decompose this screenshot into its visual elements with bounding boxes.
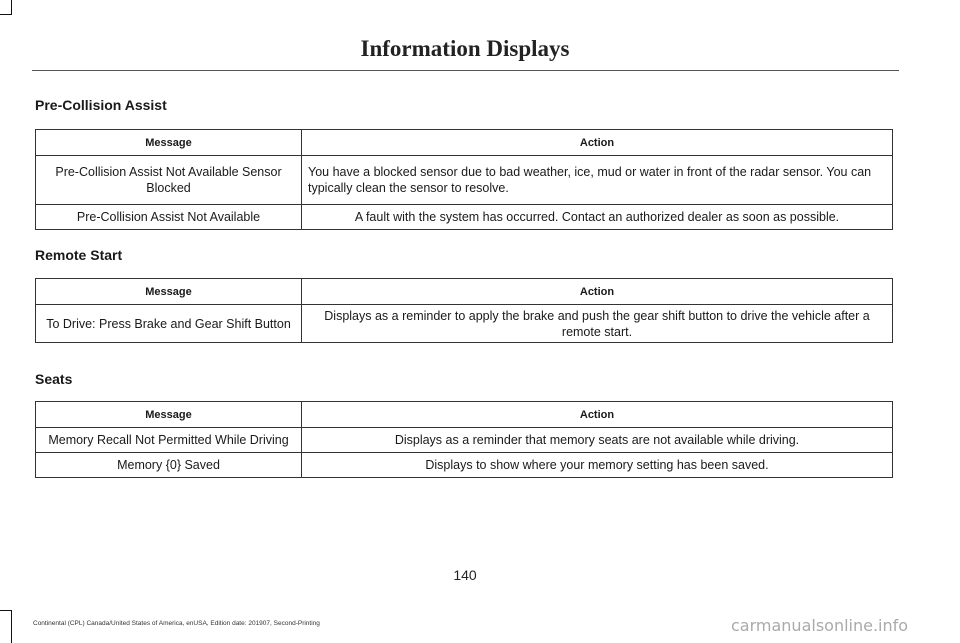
action-cell: Displays as a reminder that memory seats are not available while driving. xyxy=(302,428,893,453)
table-header-row xyxy=(36,279,893,305)
page-number: 140 xyxy=(453,567,477,583)
crop-mark-bottom-left-v xyxy=(11,610,12,643)
message-cell: Pre-Collision Assist Not Available Sensor Blocked xyxy=(36,156,302,205)
message-cell: To Drive: Press Brake and Gear Shift Button xyxy=(36,305,302,343)
header-action: Action xyxy=(302,279,893,305)
message-cell: Pre-Collision Assist Not Available xyxy=(36,205,302,230)
crop-mark-top-left-h xyxy=(0,14,12,15)
table-row xyxy=(36,428,893,453)
action-cell: You have a blocked sensor due to bad weather, ice, mud or water in front of the radar sensor. You can typically clean the sensor to resolve. xyxy=(302,156,893,205)
watermark: carmanualsonline.info xyxy=(731,616,909,635)
header-action: Action xyxy=(302,402,893,428)
section-heading-pre-collision: Pre-Collision Assist xyxy=(35,97,167,113)
remote-start-table xyxy=(35,278,893,343)
footer-edition-text: Continental (CPL) Canada/United States of America, enUSA, Edition date: 201907, Second-Printing xyxy=(33,620,320,627)
message-cell: Memory Recall Not Permitted While Driving xyxy=(36,428,302,453)
header-action: Action xyxy=(302,130,893,156)
table-row xyxy=(36,453,893,478)
page-title: Information Displays xyxy=(360,36,570,61)
seats-table xyxy=(35,401,893,478)
title-rule xyxy=(32,70,899,71)
action-cell: Displays to show where your memory setting has been saved. xyxy=(302,453,893,478)
table-header-row xyxy=(36,130,893,156)
message-cell: Memory {0} Saved xyxy=(36,453,302,478)
crop-mark-top-left-v xyxy=(11,0,12,14)
crop-mark-bottom-left-h xyxy=(0,610,12,611)
table-header-row xyxy=(36,402,893,428)
header-message: Message xyxy=(36,402,302,428)
pre-collision-table xyxy=(35,129,893,230)
action-cell: A fault with the system has occurred. Contact an authorized dealer as soon as possible. xyxy=(302,205,893,230)
table-row xyxy=(36,205,893,230)
header-message: Message xyxy=(36,130,302,156)
action-cell: Displays as a reminder to apply the brake and push the gear shift button to drive the vehicle after a remote start. xyxy=(302,305,893,343)
section-heading-remote-start: Remote Start xyxy=(35,247,123,263)
section-heading-seats: Seats xyxy=(35,371,73,387)
header-message: Message xyxy=(36,279,302,305)
table-row xyxy=(36,156,893,205)
table-row xyxy=(36,305,893,343)
